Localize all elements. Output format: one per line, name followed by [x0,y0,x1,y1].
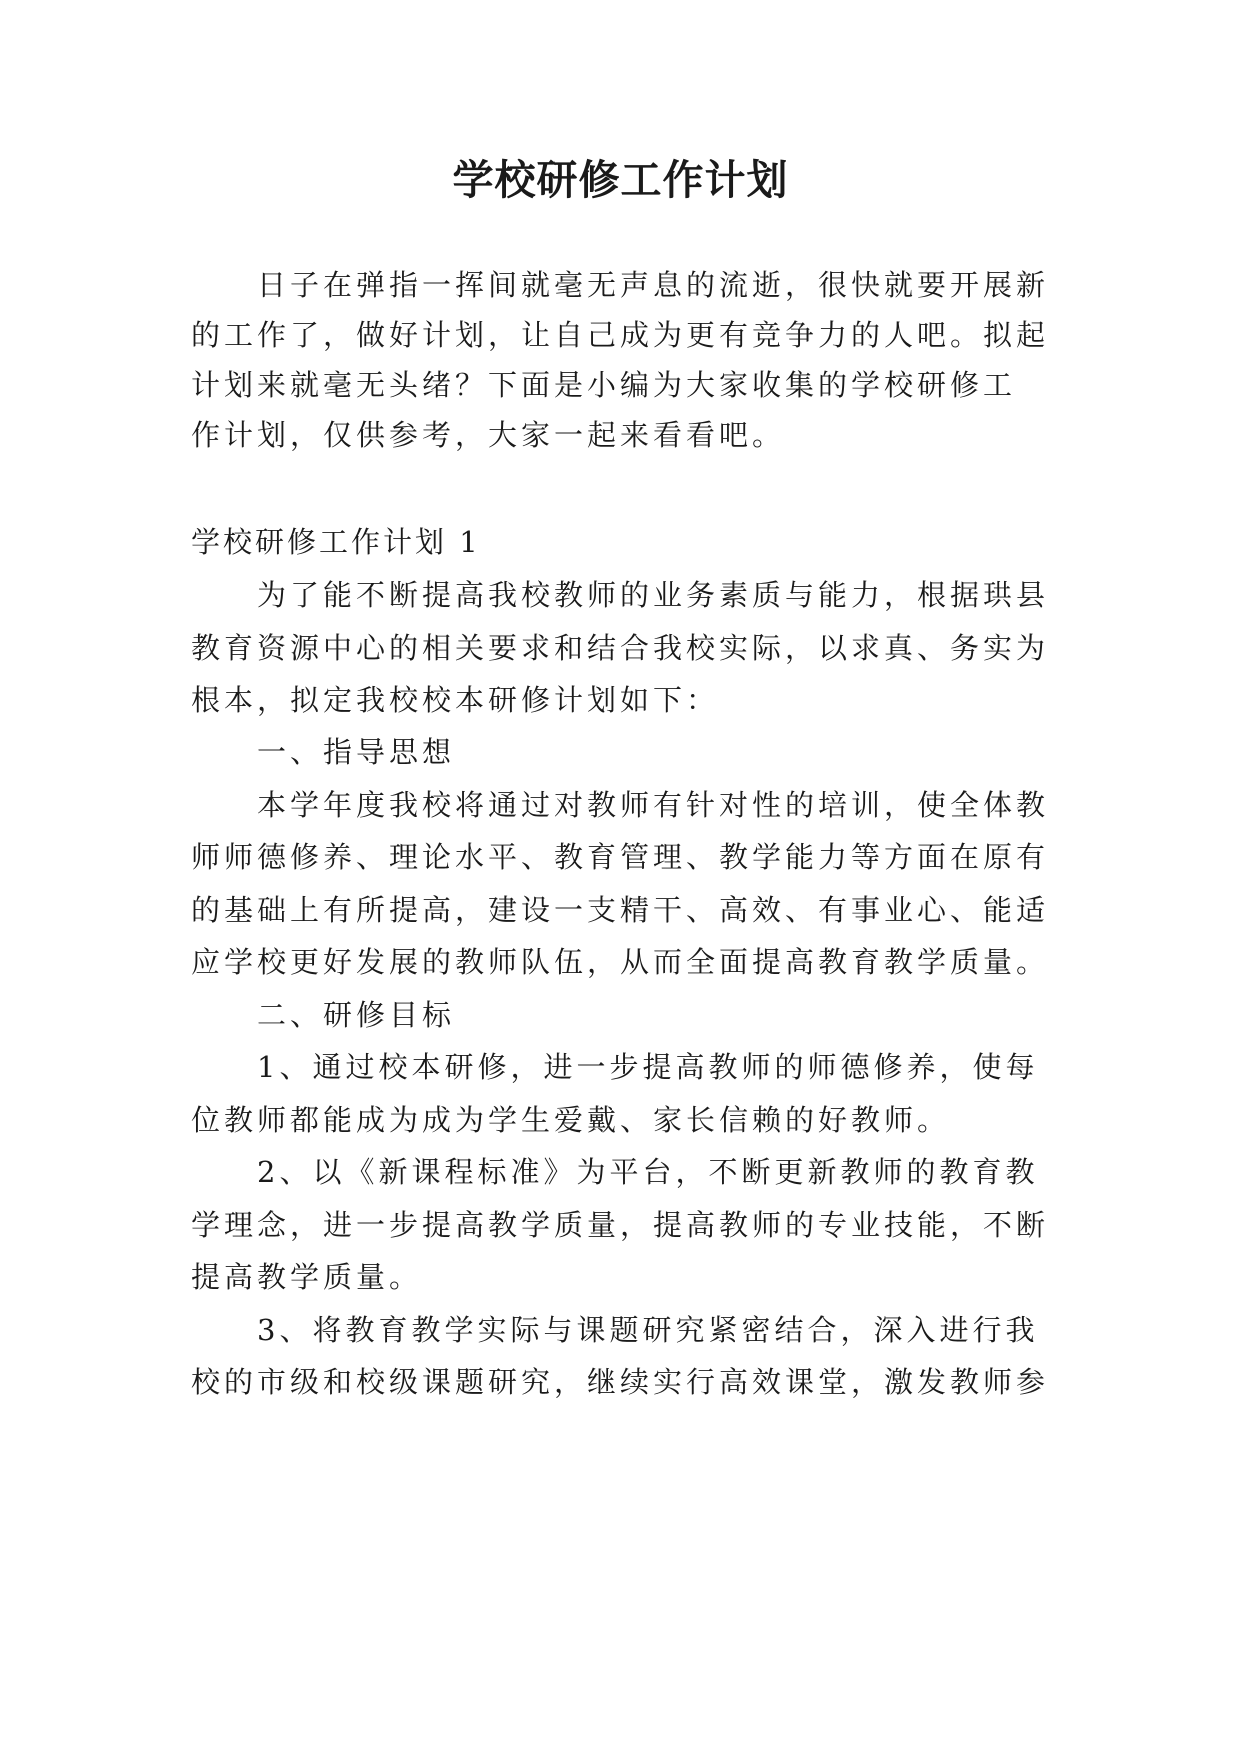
list-item-line: 学理念，进一步提高教学质量，提高教师的专业技能，不断 [191,1208,1050,1242]
list-item-line: 2、以《新课程标准》为平台，不断更新教师的教育教 [257,1155,1039,1189]
paragraph-line: 教育资源中心的相关要求和结合我校实际，以求真、务实为 [191,631,1050,665]
list-item-line: 3、将教育教学实际与课题研究紧密结合，深入进行我 [257,1313,1039,1347]
list-item-line: 校的市级和校级课题研究，继续实行高效课堂，激发教师参 [191,1365,1050,1399]
intro-line: 计划来就毫无头绪？下面是小编为大家收集的学校研修工 [191,368,1017,402]
paragraph-line: 本学年度我校将通过对教师有针对性的培训，使全体教 [257,788,1050,822]
paragraph-line: 师师德修养、理论水平、教育管理、教学能力等方面在原有 [191,840,1050,874]
intro-line: 的工作了，做好计划，让自己成为更有竞争力的人吧。拟起 [191,318,1050,352]
list-item-line: 1、通过校本研修，进一步提高教师的师德修养，使每 [257,1050,1039,1084]
paragraph-line: 的基础上有所提高，建设一支精干、高效、有事业心、能适 [191,893,1050,927]
list-item-line: 位教师都能成为成为学生爱戴、家长信赖的好教师。 [191,1103,951,1137]
section-heading: 学校研修工作计划 1 [191,525,481,559]
paragraph-line: 为了能不断提高我校教师的业务素质与能力，根据珙县 [257,578,1050,612]
document-title: 学校研修工作计划 [452,156,789,204]
list-item-line: 提高教学质量。 [191,1260,423,1294]
intro-line: 日子在弹指一挥间就毫无声息的流逝，很快就要开展新 [257,268,1050,302]
subheading-guiding-thought: 一、指导思想 [257,735,456,769]
paragraph-line: 根本，拟定我校校本研修计划如下： [191,683,720,717]
intro-line: 作计划，仅供参考，大家一起来看看吧。 [191,418,786,452]
paragraph-line: 应学校更好发展的教师队伍，从而全面提高教育教学质量。 [191,945,1050,979]
subheading-training-goals: 二、研修目标 [257,998,456,1032]
